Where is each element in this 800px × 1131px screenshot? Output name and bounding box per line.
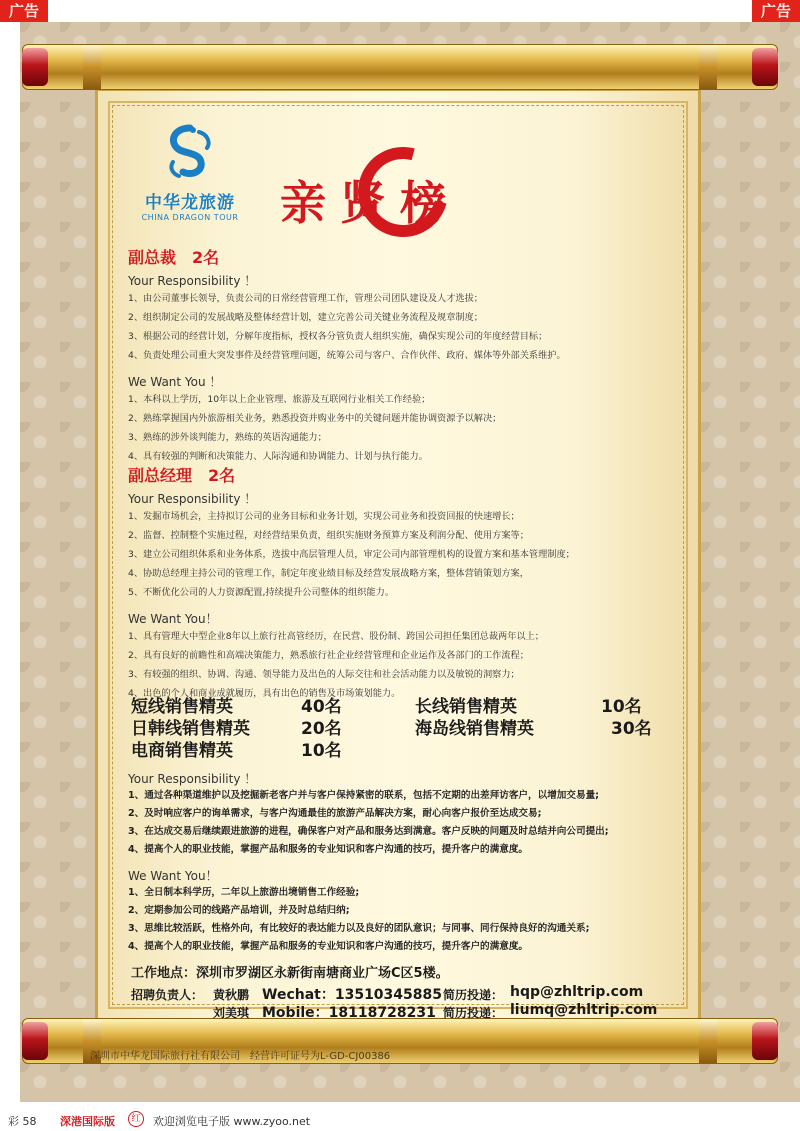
vp-section xyxy=(128,245,668,466)
dragon-logo-icon xyxy=(155,122,225,182)
page-number: 彩 58 xyxy=(8,1115,37,1128)
page-footer xyxy=(0,1108,800,1131)
list-item: 4、协助总经理主持公司的管理工作，制定年度业绩目标及经营发展战略方案，整体营销策划方案， xyxy=(128,568,529,579)
role-count: 40名 xyxy=(301,697,342,717)
rod-cap xyxy=(22,1022,48,1060)
vp-responsibility-title: Your Responsibility ！ xyxy=(128,274,257,288)
ad-tag-right: 广告 xyxy=(752,0,800,22)
gm-section xyxy=(128,463,668,703)
resume-label: 简历投递： xyxy=(443,1006,504,1020)
ad-tag-left: 广告 xyxy=(0,0,48,22)
edition-name: 深港国际版 xyxy=(60,1115,115,1128)
recruiter-mobile[interactable]: Mobile：18118728231 xyxy=(262,1005,436,1021)
role-count: 20名 xyxy=(301,719,342,739)
list-item: 2、定期参加公司的线路产品培训，并及时总结归纳; xyxy=(128,905,350,916)
sales-section xyxy=(128,766,668,956)
rod-cap xyxy=(752,1022,778,1060)
role-count: 10名 xyxy=(301,741,342,761)
role-count: 10名 xyxy=(601,697,642,717)
vp-heading: 副总裁 2名 xyxy=(128,248,220,267)
page-title: 亲贤榜 xyxy=(280,176,460,230)
gm-heading: 副总经理 2名 xyxy=(128,466,236,485)
recruiter-wechat[interactable]: Wechat：13510345885 xyxy=(262,987,442,1003)
work-address: 工作地点：深圳市罗湖区永新街南塘商业广场C区5楼。 xyxy=(131,966,449,981)
headline xyxy=(280,145,540,240)
list-item: 2、监督、控制整个实施过程，对经营结果负责，组织实施财务预算方案及利润分配、使用方案等； xyxy=(128,530,529,541)
role-name: 长线销售精英 xyxy=(415,697,517,717)
role-name: 短线销售精英 xyxy=(131,697,233,717)
recruiter-email[interactable]: hqp@zhltrip.com xyxy=(510,984,644,1000)
list-item: 4、提高个人的职业技能，掌握产品和服务的专业知识和客户沟通的技巧，提升客户的满意度。 xyxy=(128,941,529,952)
role-name: 海岛线销售精英 xyxy=(415,719,534,739)
list-item: 4、具有较强的判断和决策能力、人际沟通和协调能力、计划与执行能力。 xyxy=(128,451,428,462)
rod-band xyxy=(699,45,717,89)
footer-url-text[interactable]: 欢迎浏览电子版 www.zyoo.net xyxy=(153,1115,311,1128)
list-item: 3、在达成交易后继续跟进旅游的进程，确保客户对产品和服务达到满意。客户反映的问题及时总结并向公司提出; xyxy=(128,826,609,837)
list-item: 1、由公司董事长领导，负责公司的日常经营管理工作，管理公司团队建设及人才选拔； xyxy=(128,293,483,304)
list-item: 2、熟练掌握国内外旅游相关业务，熟悉投资并购业务中的关键问题并能协调资源予以解决； xyxy=(128,413,502,424)
list-item: 3、有较强的组织、协调、沟通、领导能力及出色的人际交往和社会活动能力以及敏锐的洞察力； xyxy=(128,669,520,680)
list-item: 3、熟练的涉外谈判能力，熟练的英语沟通能力； xyxy=(128,432,327,443)
recruiter-name: 黄秋鹏 xyxy=(213,988,250,1002)
role-item xyxy=(415,714,652,739)
recruiter-label: 招聘负责人： xyxy=(131,988,204,1002)
list-item: 3、根据公司的经营计划，分解年度指标，授权各分管负责人组织实施，确保实现公司的年度经营目标； xyxy=(128,331,548,342)
list-item: 4、提高个人的职业技能，掌握产品和服务的专业知识和客户沟通的技巧，提升客户的满意度。 xyxy=(128,844,529,855)
rod-cap xyxy=(22,48,48,86)
list-item: 4、出色的个人和商业成就履历，具有出色的销售及市场策划能力。 xyxy=(128,688,401,699)
recruiter-email[interactable]: liumq@zhltrip.com xyxy=(510,1002,658,1018)
role-item xyxy=(131,736,342,761)
license-text: 深圳市中华龙国际旅行社有限公司 经营许可证号为L-GD-CJ00386 xyxy=(90,1051,391,1062)
vp-want-title: We Want You ！ xyxy=(128,375,222,389)
list-item: 5、不断优化公司的人力资源配置,持续提升公司整体的组织能力。 xyxy=(128,587,395,598)
edition-badge: 红 xyxy=(128,1111,144,1127)
company-logo xyxy=(130,122,250,222)
role-count: 30名 xyxy=(611,719,652,739)
gm-want-title: We Want You！ xyxy=(128,612,218,626)
recruiter-name: 刘美琪 xyxy=(213,1006,250,1020)
rod-cap xyxy=(752,48,778,86)
list-item: 1、具有管理大中型企业8年以上旅行社高管经历，在民营、股份制、跨国公司担任集团总裁两年以上； xyxy=(128,631,544,642)
rod-band xyxy=(699,1019,717,1063)
rod-band xyxy=(83,45,101,89)
list-item: 2、及时响应客户的询单需求，与客户沟通最佳的旅游产品解决方案，耐心向客户报价至达成交易; xyxy=(128,808,542,819)
logo-chinese-name: 中华龙旅游 xyxy=(145,193,235,213)
list-item: 1、通过各种渠道维护以及挖掘新老客户并与客户保持紧密的联系，包括不定期的出差拜访客户，以增加交易量; xyxy=(128,790,600,801)
logo-english-name: CHINA DRAGON TOUR xyxy=(141,213,239,222)
list-item: 2、具有良好的前瞻性和高端决策能力，熟悉旅行社企业经营管理和企业运作及各部门的工作流程； xyxy=(128,650,529,661)
list-item: 4、负责处理公司重大突发事件及经营管理问题，统筹公司与客户、合作伙伴、政府、媒体等外部关系维护。 xyxy=(128,350,566,361)
role-name: 日韩线销售精英 xyxy=(131,719,250,739)
list-item: 1、发掘市场机会，主持拟订公司的业务目标和业务计划，实现公司业务和投资回报的快速增长； xyxy=(128,511,520,522)
sales-responsibility-title: Your Responsibility ！ xyxy=(128,772,257,786)
list-item: 2、组织制定公司的发展战略及整体经营计划，建立完善公司关键业务流程及规章制度； xyxy=(128,312,483,323)
gm-responsibility-title: Your Responsibility ！ xyxy=(128,492,257,506)
list-item: 3、建立公司组织体系和业务体系，选拔中高层管理人员，审定公司内部管理机构的设置方案和基本管理制度； xyxy=(128,549,575,560)
scroll-rod-top xyxy=(22,44,778,90)
sales-want-title: We Want You！ xyxy=(128,869,218,883)
resume-label: 简历投递： xyxy=(443,988,504,1002)
list-item: 3、思维比较活跃，性格外向，有比较好的表达能力以及良好的团队意识；与同事、同行保持良好的沟通关系; xyxy=(128,923,590,934)
list-item: 1、全日制本科学历，二年以上旅游出境销售工作经验; xyxy=(128,887,360,898)
list-item: 1、本科以上学历，10年以上企业管理、旅游及互联网行业相关工作经验； xyxy=(128,394,431,405)
role-name: 电商销售精英 xyxy=(131,741,233,761)
